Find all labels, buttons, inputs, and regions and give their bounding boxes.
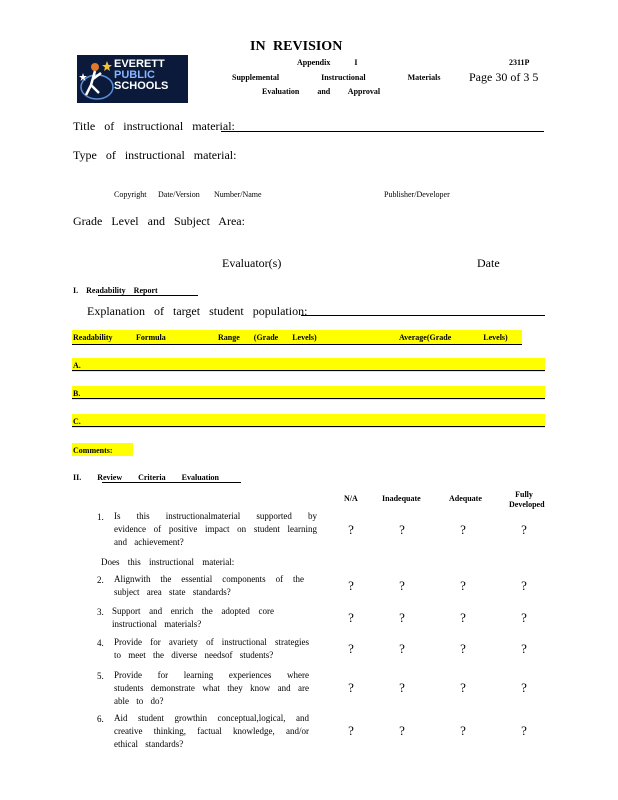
row-a-label: A. xyxy=(73,361,81,370)
title-field-label: Title of instructional material: xyxy=(73,119,235,133)
logo-line-public: PUBLIC xyxy=(114,69,155,81)
item-3-na[interactable]: ? xyxy=(348,610,354,625)
title-field-line[interactable] xyxy=(221,131,544,132)
item-5-inadequate[interactable]: ? xyxy=(399,680,405,695)
population-explanation-line[interactable] xyxy=(301,315,545,316)
item-1-text: Is this instructionalmaterial supported by evidence of positive impact on student learning and achievement? xyxy=(114,511,317,547)
row-c-label: C. xyxy=(73,417,81,426)
item-6-na[interactable]: ? xyxy=(348,723,354,738)
appendix-label: Appendix I xyxy=(297,58,358,67)
item-4-text: Provide for avariety of instructional strategies to meet the diverse needsof students? xyxy=(114,637,309,660)
item-3-inadequate[interactable]: ? xyxy=(399,610,405,625)
document-title-line2: Evaluation and Approval xyxy=(262,87,381,96)
item-1-number: 1. xyxy=(97,512,104,522)
date-label: Date xyxy=(477,256,500,270)
item-2-adequate[interactable]: ? xyxy=(460,578,466,593)
readability-col-label: Readability xyxy=(73,333,113,342)
item-4-na[interactable]: ? xyxy=(348,641,354,656)
item-6-adequate[interactable]: ? xyxy=(460,723,466,738)
item-4-number: 4. xyxy=(97,638,104,648)
item-1-adequate[interactable]: ? xyxy=(460,522,466,537)
publisher-label: Publisher/Developer xyxy=(384,190,450,199)
logo-line-everett: EVERETT xyxy=(114,58,165,70)
item-1-fully-developed[interactable]: ? xyxy=(521,522,527,537)
item-3-number: 3. xyxy=(97,607,104,617)
col-fully-developed: Fully Developed xyxy=(509,490,545,509)
review-heading: II. Review Criteria Evaluation xyxy=(73,473,219,482)
col-adequate: Adequate xyxy=(449,494,482,503)
district-logo xyxy=(77,55,188,103)
row-a-line[interactable] xyxy=(72,370,545,371)
review-heading-underline xyxy=(102,482,241,483)
item-2-text: Alignwith the essential components of the subject area state standards? xyxy=(114,574,304,597)
item-5-number: 5. xyxy=(97,671,104,681)
item-3-adequate[interactable]: ? xyxy=(460,610,466,625)
item-6-inadequate[interactable]: ? xyxy=(399,723,405,738)
policy-code: 2311P xyxy=(509,58,530,67)
review-intro: Does this instructional material: xyxy=(101,557,235,567)
average-col-label: Average(Grade Levels) xyxy=(399,333,508,342)
document-title-line1: Supplemental Instructional Materials xyxy=(232,73,441,82)
item-4-adequate[interactable]: ? xyxy=(460,641,466,656)
row-b-label: B. xyxy=(73,389,81,398)
item-6-text: Aid student growthin conceptual,logical, and creative thinking, factual knowledge, and/or ethical standards? xyxy=(114,713,309,749)
copyright-label: Copyright xyxy=(114,190,147,199)
revision-status: IN REVISION xyxy=(250,39,343,54)
col-na: N/A xyxy=(344,494,358,503)
item-3-text: Support and enrich the adopted core instructional materials? xyxy=(112,606,274,629)
item-6-fully-developed[interactable]: ? xyxy=(521,723,527,738)
item-2-fully-developed[interactable]: ? xyxy=(521,578,527,593)
item-1-inadequate[interactable]: ? xyxy=(399,522,405,537)
item-4-fully-developed[interactable]: ? xyxy=(521,641,527,656)
item-2-inadequate[interactable]: ? xyxy=(399,578,405,593)
readability-header-underline xyxy=(72,344,522,345)
item-5-fully-developed[interactable]: ? xyxy=(521,680,527,695)
item-6-number: 6. xyxy=(97,714,104,724)
row-b-line[interactable] xyxy=(72,398,545,399)
range-col-label: Range (Grade Levels) xyxy=(218,333,317,342)
item-5-na[interactable]: ? xyxy=(348,680,354,695)
item-4-inadequate[interactable]: ? xyxy=(399,641,405,656)
comments-label: Comments: xyxy=(73,446,113,455)
readability-heading: I. Readability Report xyxy=(73,286,158,295)
item-2-na[interactable]: ? xyxy=(348,578,354,593)
item-5-adequate[interactable]: ? xyxy=(460,680,466,695)
item-2-number: 2. xyxy=(97,575,104,585)
page-number: Page 30 of 3 5 xyxy=(469,70,539,84)
formula-col-label: Formula xyxy=(136,333,166,342)
col-inadequate: Inadequate xyxy=(382,494,421,503)
type-field-label: Type of instructional material: xyxy=(73,148,237,162)
figure-with-stars-icon xyxy=(77,55,117,103)
evaluators-label: Evaluator(s) xyxy=(222,256,282,270)
grade-subject-label: Grade Level and Subject Area: xyxy=(73,214,245,228)
date-version-label: Date/Version xyxy=(158,190,200,199)
item-1-na[interactable]: ? xyxy=(348,522,354,537)
logo-line-schools: SCHOOLS xyxy=(114,80,169,92)
item-5-text: Provide for learning experiences where students demonstrate what they know and are able to do? xyxy=(114,670,309,706)
population-explanation-label: Explanation of target student population: xyxy=(87,304,308,318)
row-c-line[interactable] xyxy=(72,426,545,427)
number-name-label: Number/Name xyxy=(214,190,262,199)
readability-heading-underline xyxy=(98,295,198,296)
item-3-fully-developed[interactable]: ? xyxy=(521,610,527,625)
